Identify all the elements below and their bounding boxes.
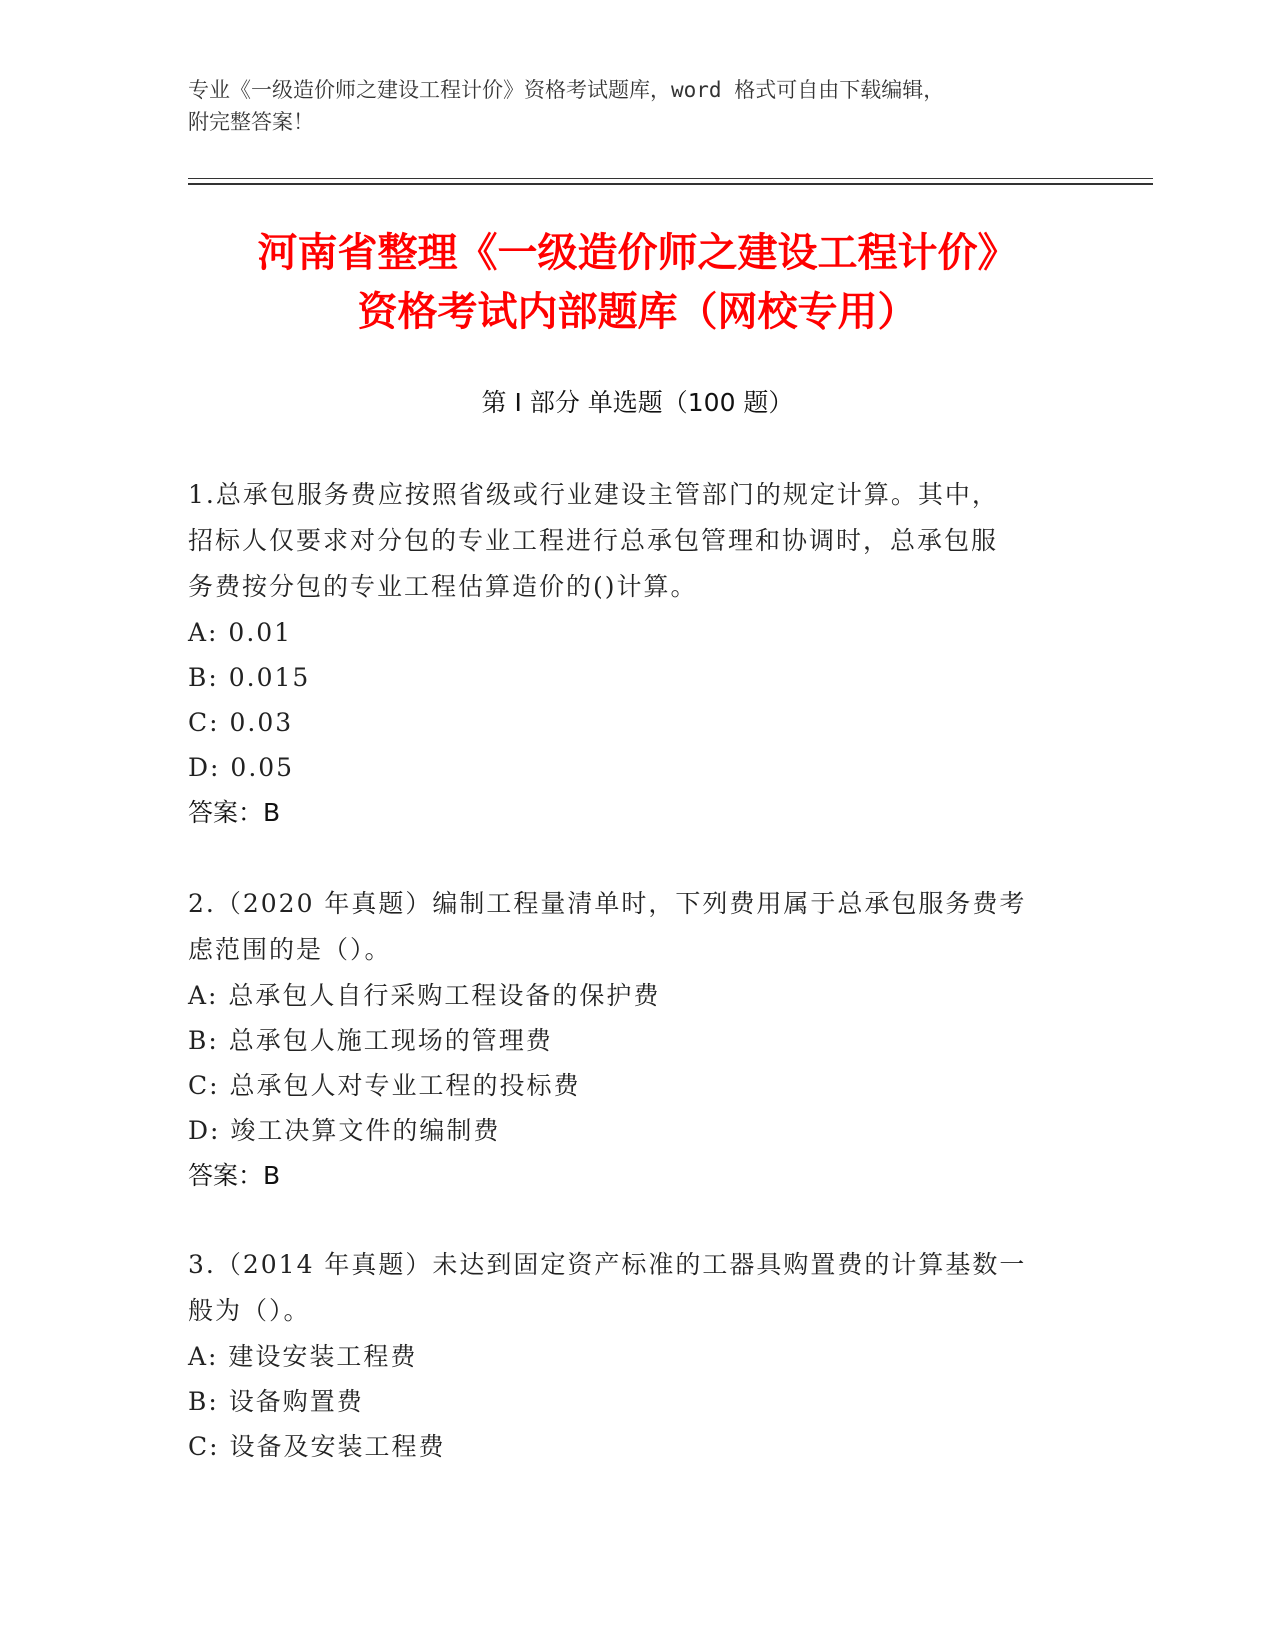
question-stem-line: 般为（）。 — [188, 1296, 311, 1325]
answer-line: 答案：B — [188, 798, 281, 827]
header-divider-thick — [188, 183, 1153, 185]
option-b: B: 设备购置费 — [188, 1387, 364, 1416]
option-c: C: 设备及安装工程费 — [188, 1432, 446, 1461]
section-heading: 第 I 部分 单选题（100 题） — [481, 388, 794, 417]
option-c: C: 0.03 — [188, 708, 294, 737]
question-stem-line: 招标人仅要求对分包的专业工程进行总承包管理和协调时，总承包服 — [188, 526, 999, 555]
question-stem-line: 1.总承包服务费应按照省级或行业建设主管部门的规定计算。其中， — [188, 480, 999, 509]
document-title — [0, 224, 1275, 342]
question-stem-line: 2.（2020 年真题）编制工程量清单时，下列费用属于总承包服务费考 — [188, 889, 1027, 918]
header-divider-thin — [188, 178, 1153, 179]
question-2 — [188, 881, 1068, 1199]
option-b: B: 总承包人施工现场的管理费 — [188, 1026, 553, 1055]
question-stem-line: 务费按分包的专业工程估算造价的()计算。 — [188, 572, 698, 601]
question-stem-line: 3.（2014 年真题）未达到固定资产标准的工器具购置费的计算基数一 — [188, 1250, 1027, 1279]
question-3 — [188, 1242, 1068, 1469]
header-note-line-1: 专业《一级造价师之建设工程计价》资格考试题库，word 格式可自由下载编辑， — [188, 78, 945, 102]
option-a: A: 建设安装工程费 — [188, 1342, 418, 1371]
question-1 — [188, 472, 1068, 836]
option-b: B: 0.015 — [188, 663, 311, 692]
option-a: A: 0.01 — [188, 618, 293, 647]
document-title-line-1: 河南省整理《一级造价师之建设工程计价》 — [257, 230, 1018, 276]
question-stem-line: 虑范围的是（）。 — [188, 935, 392, 964]
option-a: A: 总承包人自行采购工程设备的保护费 — [188, 981, 661, 1010]
option-c: C: 总承包人对专业工程的投标费 — [188, 1071, 581, 1100]
document-title-line-2: 资格考试内部题库（网校专用） — [357, 289, 918, 335]
header-note-line-2: 附完整答案！ — [188, 110, 314, 134]
header-note — [188, 74, 1068, 138]
option-d: D: 竣工决算文件的编制费 — [188, 1116, 501, 1145]
option-d: D: 0.05 — [188, 753, 295, 782]
answer-line: 答案：B — [188, 1161, 281, 1190]
